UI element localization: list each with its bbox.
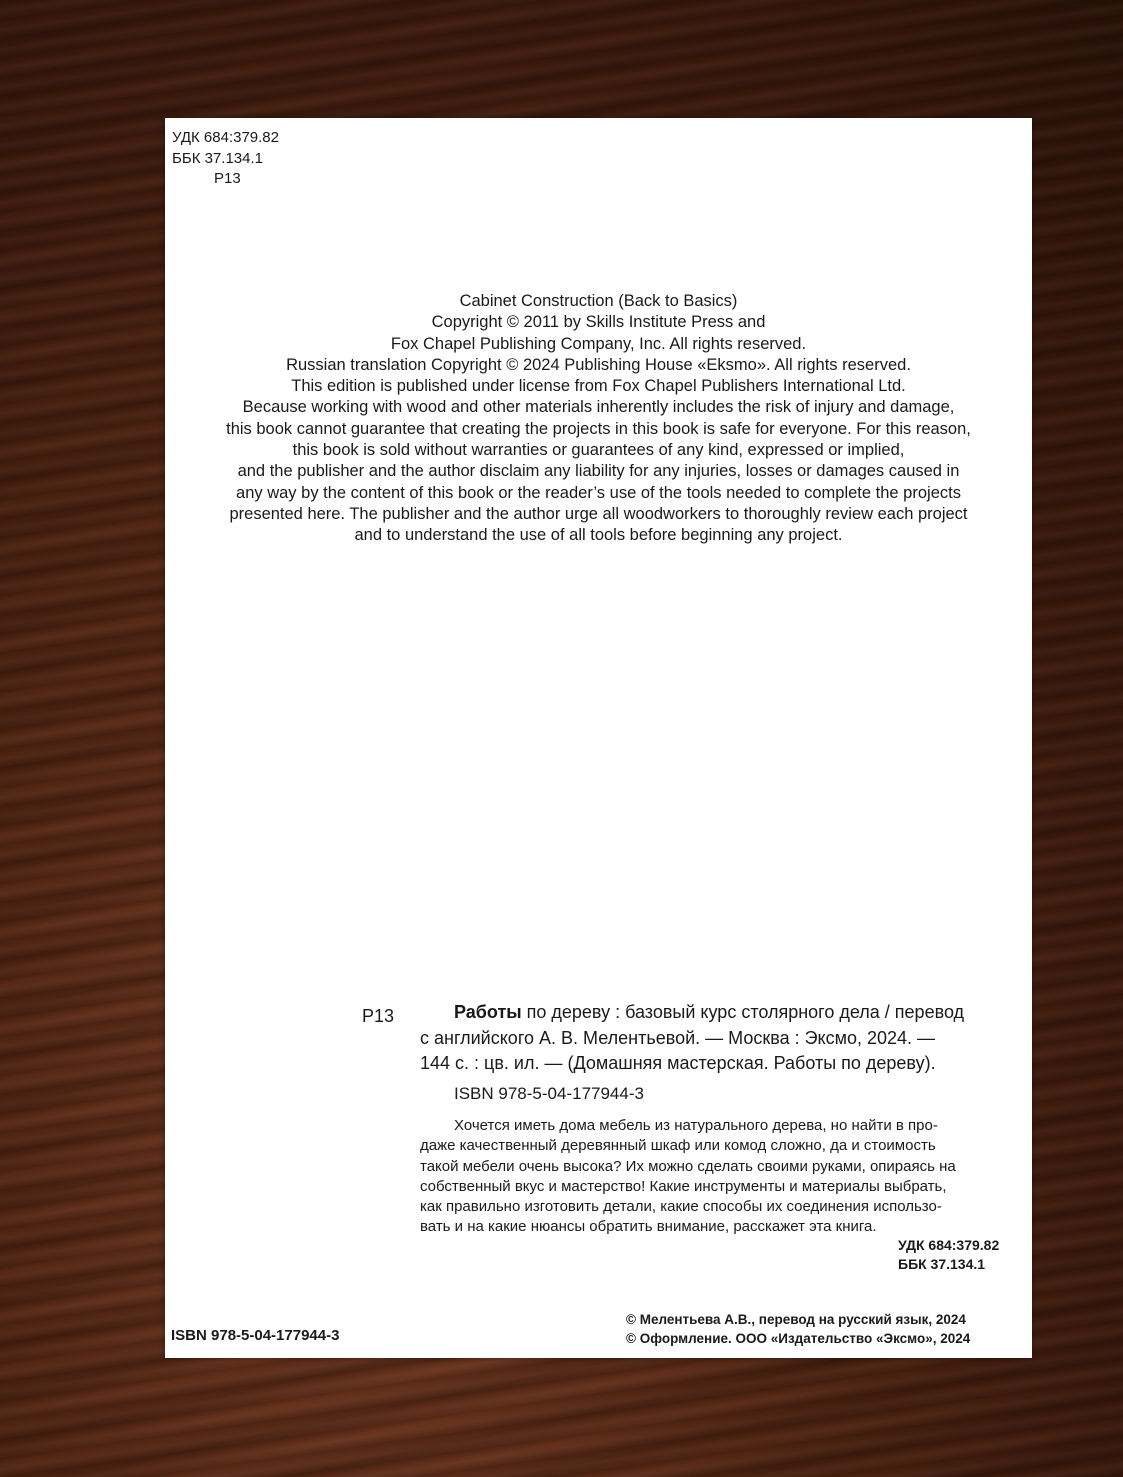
bbk-code: ББК 37.134.1 [172, 149, 263, 167]
copyright-line: this book is sold without warranties or guarantees of any kind, expressed or implied, [292, 441, 905, 460]
copyright-line: any way by the content of this book or the reader’s use of the tools needed to complete the projects [236, 483, 961, 502]
biblio-title-bold: Работы [454, 1002, 522, 1022]
classification-block [172, 128, 279, 190]
biblio-line-1 [420, 1000, 1023, 1026]
annotation-line: собственный вкус и мастерство! Какие инструменты и материалы выбрать, [420, 1177, 947, 1195]
annotation [420, 1116, 1023, 1238]
copyright-line: Copyright © 2011 by Skills Institute Press and [431, 313, 766, 332]
copyright-line: Fox Chapel Publishing Company, Inc. All rights reserved. [390, 334, 807, 353]
biblio-title-rest: по дереву : базовый курс столярного дела / перевод [521, 1002, 965, 1022]
biblio-line-2: с английского А. В. Мелентьевой. — Москва : Эксмо, 2024. — [420, 1027, 936, 1048]
annotation-line: Хочется иметь дома мебель из натурального дерева, но найти в про- [454, 1117, 938, 1134]
annotation-bbk: ББК 37.134.1 [898, 1256, 986, 1272]
footer-copyright-design: © Оформление. ООО «Издательство «Эксмо», 2024 [626, 1330, 971, 1346]
author-mark: Р13 [214, 170, 241, 187]
annotation-classification [898, 1236, 999, 1274]
footer-copyright-translation: © Мелентьева А.В., перевод на русский язык, 2024 [626, 1312, 966, 1327]
copyright-line: and to understand the use of all tools before beginning any project. [354, 526, 843, 545]
footer-isbn: ISBN 978-5-04-177944-3 [171, 1327, 340, 1344]
footer-copyrights [626, 1311, 970, 1348]
copyright-line: Russian translation Copyright © 2024 Publishing House «Eksmo». All rights reserved. [286, 355, 911, 374]
udk-code: УДК 684:379.82 [172, 129, 279, 146]
biblio-isbn: ISBN 978-5-04-177944-3 [454, 1084, 644, 1103]
bibliographic-record [420, 1000, 1023, 1077]
copyright-line: Because working with wood and other materials inherently includes the risk of injury and damage, [242, 398, 955, 417]
annotation-line: как правильно изготовить детали, какие способы их соединения использо- [420, 1198, 942, 1216]
annotation-line: такой мебели очень высока? Их можно сделать своими руками, опираясь на [420, 1157, 956, 1175]
annotation-line: вать и на какие нюансы обратить внимание, расскажет эта книга. [420, 1218, 877, 1236]
annotation-udk: УДК 684:379.82 [898, 1237, 1000, 1253]
copyright-line: Cabinet Construction (Back to Basics) [459, 292, 738, 310]
copyright-page [165, 118, 1032, 1358]
biblio-author-mark: Р13 [362, 1006, 395, 1026]
copyright-line: presented here. The publisher and the author urge all woodworkers to thoroughly review each project [229, 504, 968, 523]
copyright-line: this book cannot guarantee that creating the projects in this book is safe for everyone. For this reason, [226, 419, 971, 438]
copyright-line: and the publisher and the author disclaim any liability for any injuries, losses or damages caused in [237, 462, 960, 481]
copyright-line: This edition is published under license from Fox Chapel Publishers International Ltd. [291, 377, 906, 396]
biblio-line-3: 144 с. : цв. ил. — (Домашняя мастерская. Работы по дереву). [420, 1053, 936, 1073]
copyright-notice [185, 291, 1012, 547]
annotation-line: даже качественный деревянный шкаф или комод сложно, да и стоимость [420, 1137, 936, 1155]
